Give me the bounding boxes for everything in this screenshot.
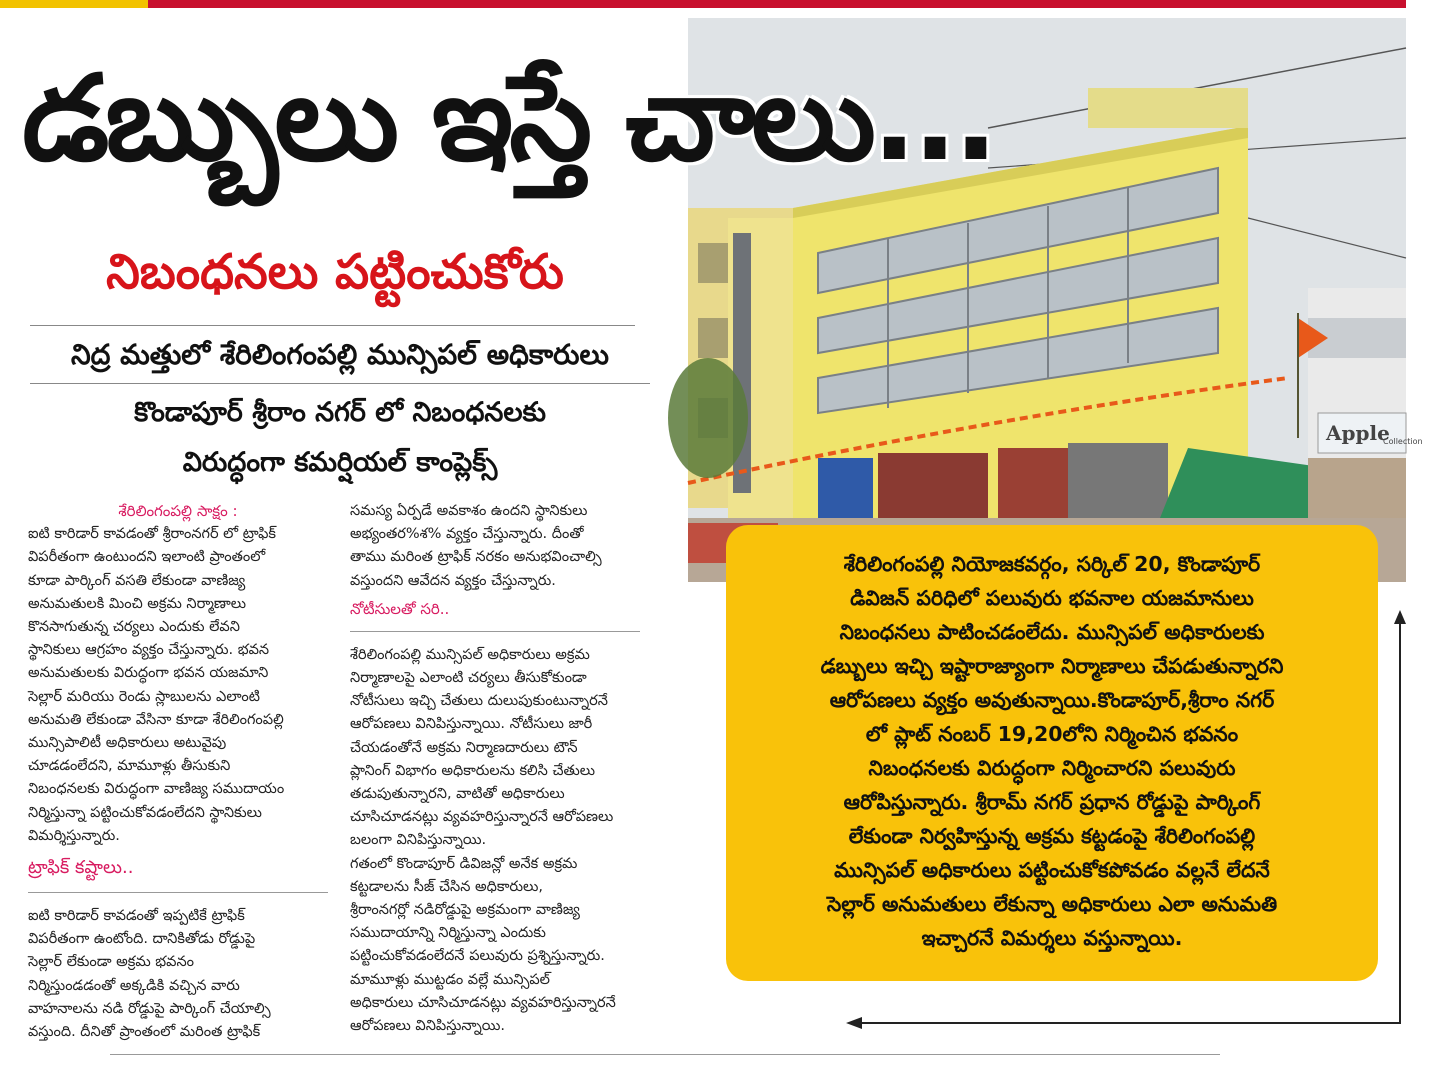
body-line: సెల్లార్ లేకుండా అక్రమ భవనం [28, 954, 195, 971]
body-line: తాము మరింత ట్రాఫిక్ నరకం అనుభవించాల్సి [350, 549, 602, 566]
callout-line: ఆరోపణలు వ్యక్తం అవుతున్నాయి.కొండాపూర్,శ్రీరాం నగర్ [829, 688, 1275, 712]
deck-line-1: నిద్ర మత్తులో శేరిలింగంపల్లి మున్సిపల్ అధికారులు [70, 338, 609, 371]
headline: డబ్బులు ఇస్తే చాలు... [22, 49, 995, 187]
body-line: అనుమతి లేకుండా వేసినా కూడా శేరిలింగంపల్లి [28, 711, 284, 728]
body-line: స్థానికులు ఆగ్రహం వ్యక్తం చేస్తున్నారు. భవన [28, 642, 270, 659]
section-heading-traffic: ట్రాఫిక్ కష్టాలు.. [28, 857, 134, 879]
deck-line-3: విరుద్ధంగా కమర్షియల్ కాంప్లెక్స్ [182, 447, 498, 478]
deck-line-2: కొండాపూర్ శ్రీరాం నగర్ లో నిబంధనలకు [134, 397, 546, 428]
top-bar-red [148, 0, 1406, 8]
body-line: కొనసాగుతున్న చర్యలు ఎందుకు లేవని [28, 619, 240, 636]
body-line: చేయడంతోనే అక్రమ నిర్మాణదారులు టౌన్ [350, 739, 578, 756]
byline: శేరిలింగంపల్లి సాక్షం : [118, 502, 238, 520]
body-line: మామూళ్లు ముట్టడం వల్లే మున్సిపల్ [350, 971, 550, 988]
body-line: వస్తుందని ఆవేదన వ్యక్తం చేస్తున్నారు. [350, 572, 556, 589]
article-column-1 [28, 500, 328, 1044]
body-line: విపరీతంగా ఉంటోంది. దానికితోడు రోడ్డుపై [28, 931, 256, 948]
deck-rule-middle [30, 383, 650, 384]
body-line: ఆరోపణలు వినిపిస్తున్నాయి. [350, 1018, 506, 1035]
callout-line: సెల్లార్ అనుమతులు లేకున్నా అధికారులు ఎలా అనుమతి [826, 892, 1278, 916]
callout-box [726, 525, 1378, 981]
body-line: ప్లానింగ్ విభాగం అధికారులను కలిసి చేతులు [350, 762, 596, 779]
arrow-vertical-line [1399, 622, 1401, 1024]
body-line: శ్రీరాంనగర్లో నడిరోడ్డుపై అక్రమంగా వాణిజ్య [350, 902, 580, 919]
body-line: వస్తుంది. దీనితో ప్రాంతంలో మరింత ట్రాఫిక్ [28, 1024, 261, 1041]
body-line: కూడా పార్కింగ్ వసతి లేకుండా వాణిజ్య [28, 572, 246, 589]
callout-line: ఆరోపిస్తున్నారు. శ్రీరామ్ నగర్ ప్రధాన రోడ్డుపై పార్కింగ్ [843, 790, 1261, 814]
body-line: ఐటి కారిడార్ కావడంతో ఇప్పటికే ట్రాఫిక్ [28, 908, 245, 925]
section-divider [350, 631, 640, 632]
body-line: నిబంధనలకు విరుద్ధంగా వాణిజ్య సముదాయం [28, 781, 285, 798]
body-line: నిర్మిస్తున్నా పట్టించుకోవడంలేదని స్థానికులు [28, 804, 262, 821]
arrow-left-icon [846, 1017, 862, 1029]
body-line: విపరీతంగా ఉంటుందని ఇలాంటి ప్రాంతంలో [28, 549, 266, 566]
body-line: బలంగా వినిపిస్తున్నాయి. [350, 832, 487, 849]
body-line: శేరిలింగంపల్లి మున్సిపల్ అధికారులు అక్రమ [350, 646, 590, 663]
callout-line: నిబంధనలు పాటించడంలేదు. మున్సిపల్ అధికారులకు [839, 620, 1265, 644]
body-line: వాహనాలను నడి రోడ్డుపై పార్కింగ్ చేయాల్సి [28, 1000, 271, 1017]
body-line: విమర్శిస్తున్నారు. [28, 827, 120, 844]
section-heading-notices: నోటీసులతో సరి.. [350, 599, 450, 618]
arrow-horizontal-line [860, 1022, 1401, 1024]
callout-line: లేకుండా నిర్వహిస్తున్న అక్రమ కట్టడంపై శేరిలింగంపల్లి [848, 824, 1256, 848]
body-line: కట్టడాలను సీజ్ చేసిన అధికారులు, [350, 878, 543, 895]
body-line: చూసిచూడనట్లు వ్యవహరిస్తున్నారనే ఆరోపణలు [350, 809, 614, 826]
body-line: ఆరోపణలు వినిపిస్తున్నాయి. నోటీసులు జారీ [350, 716, 593, 733]
body-line: అనుమతులకు విరుద్ధంగా భవన యజమాని [28, 665, 269, 682]
top-bar-yellow [0, 0, 148, 8]
article-column-2 [350, 500, 640, 1038]
body-line: అధికారులు చూసిచూడనట్లు వ్యవహరిస్తున్నారనే [350, 994, 616, 1011]
body-line: సముదాయాన్ని నిర్మిస్తున్నా ఎందుకు [350, 925, 546, 942]
body-line: అనుమతులకి మించి అక్రమ నిర్మాణాలు [28, 595, 247, 612]
body-line: నిర్మాణాలపై ఎలాంటి చర్యలు తీసుకోకుండా [350, 670, 587, 687]
callout-line: నిబంధనలకు విరుద్ధంగా నిర్మించారని పలువురు [868, 756, 1236, 780]
body-line: మున్సిపాలిటీ అధికారులు అటువైపు [28, 735, 227, 752]
callout-line: లో ప్లాట్ నంబర్ 19,20లోని నిర్మించిన భవనం [865, 722, 1239, 746]
callout-line: డివిజన్ పరిధిలో పలువురు భవనాల యజమానులు [850, 586, 1254, 610]
apple-sign-subtext: Collection [1383, 437, 1423, 446]
deck-rule-top [30, 325, 635, 326]
body-line: నోటీసులు ఇచ్చి చేతులు దులుపుకుంటున్నారనే [350, 693, 608, 710]
body-line: నిర్మిస్తుండడంతో అక్కడికి వచ్చిన వారు [28, 977, 240, 994]
apple-sign-text: Apple [1326, 421, 1390, 445]
callout-line: శేరిలింగంపల్లి నియోజకవర్గం, సర్కిల్ 20, కొండాపూర్ [843, 552, 1261, 576]
body-line: పట్టించుకోవడంలేదనే పలువురు ప్రశ్నిస్తున్నారు. [350, 948, 605, 965]
bottom-rule [110, 1054, 1220, 1055]
callout-line: డబ్బులు ఇచ్చి ఇష్టారాజ్యాంగా నిర్మాణాలు చేపడుతున్నారని [820, 654, 1284, 678]
callout-line: మున్సిపల్ అధికారులు పట్టించుకోకపోవడం వల్లనే లేదనే [834, 858, 1270, 882]
callout-line: ఇచ్చారనే విమర్శలు వస్తున్నాయి. [921, 926, 1183, 950]
body-line: సెల్లార్ మరియు రెండు స్లాబులను ఎలాంటి [28, 688, 260, 705]
body-line: తడుపుతున్నారని, వాటితో అధికారులు [350, 786, 565, 803]
body-line: అభ్యంతర%శ% వ్యక్తం చేస్తున్నారు. దీంతో [350, 526, 584, 543]
body-line: చూడడంలేదని, మామూళ్లు తీసుకుని [28, 758, 231, 775]
subheadline: నిబంధనలు పట్టించుకోరు [106, 244, 564, 300]
section-divider [28, 892, 328, 893]
body-line: గతంలో కొండాపూర్ డివిజన్లో అనేక అక్రమ [350, 855, 578, 872]
body-line: ఐటి కారిడార్ కావడంతో శ్రీరాంనగర్ లో ట్రాఫిక్ [28, 526, 276, 543]
body-line: సమస్య ఏర్పడే అవకాశం ఉందని స్థానికులు [350, 503, 588, 519]
